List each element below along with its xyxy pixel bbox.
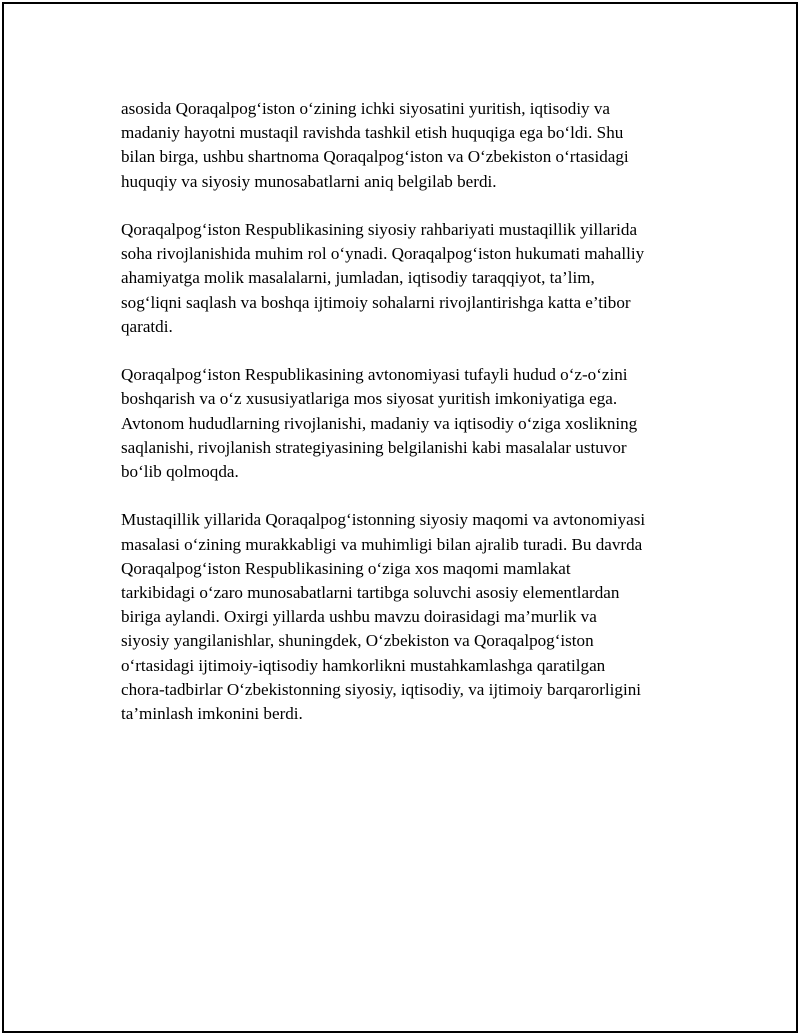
text-line: Avtonom hududlarning rivojlanishi, madaniy va iqtisodiy o‘ziga xoslikning [121, 413, 638, 433]
text-line: tarkibidagi o‘zaro munosabatlarni tartibga soluvchi asosiy elementlardan [121, 583, 620, 603]
text-line: o‘rtasidagi ijtimoiy-iqtisodiy hamkorlikni mustahkamlashga qaratilgan [121, 655, 606, 675]
text-line: siyosiy yangilanishlar, shuningdek, O‘zbekiston va Qoraqalpog‘iston [121, 631, 594, 651]
text-line: chora-tadbirlar O‘zbekistonning siyosiy, iqtisodiy, va ijtimoiy barqarorligini [121, 679, 641, 699]
text-line: saqlanishi, rivojlanish strategiyasining belgilanishi kabi masalalar ustuvor [121, 437, 627, 457]
text-line: masalasi o‘zining murakkabligi va muhimligi bilan ajralib turadi. Bu davrda [121, 534, 643, 554]
text-line: asosida Qoraqalpog‘iston o‘zining ichki siyosatini yuritish, iqtisodiy va [121, 99, 611, 118]
paragraph-4 [121, 508, 701, 726]
text-line: ta’minlash imkonini berdi. [121, 704, 303, 724]
text-line: Qoraqalpog‘iston Respublikasining avtonomiyasi tufayli hudud o‘z-o‘zini [121, 365, 628, 385]
text-line: sog‘liqni saqlash va boshqa ijtimoiy sohalarni rivojlantirishga katta e’tibor [121, 292, 631, 312]
text-line: huquqiy va siyosiy munosabatlarni aniq belgilab berdi. [121, 171, 497, 191]
text-line: madaniy hayotni mustaqil ravishda tashkil etish huquqiga ega bo‘ldi. Shu [121, 123, 624, 143]
text-line: Mustaqillik yillarida Qoraqalpog‘istonning siyosiy maqomi va avtonomiyasi [121, 510, 646, 530]
text-line: boshqarish va o‘z xususiyatlariga mos siyosat yuritish imkoniyatiga ega. [121, 389, 618, 409]
text-line: biriga aylandi. Oxirgi yillarda ushbu mavzu doirasidagi ma’murlik va [121, 607, 597, 627]
text-line: bilan birga, ushbu shartnoma Qoraqalpog‘iston va O‘zbekiston o‘rtasidagi [121, 147, 629, 167]
text-line: soha rivojlanishida muhim rol o‘ynadi. Qoraqalpog‘iston hukumati mahalliy [121, 244, 645, 264]
paragraph-2 [121, 218, 701, 339]
text-line: bo‘lib qolmoqda. [121, 462, 239, 482]
page-frame [2, 2, 798, 1033]
text-line: qaratdi. [121, 316, 173, 336]
text-line: Qoraqalpog‘iston Respublikasining siyosiy rahbariyati mustaqillik yillarida [121, 220, 638, 239]
paragraph-3 [121, 363, 701, 484]
document-body [121, 97, 701, 750]
text-line: Qoraqalpog‘iston Respublikasining o‘ziga xos maqomi mamlakat [121, 558, 571, 578]
text-line: ahamiyatga molik masalalarni, jumladan, iqtisodiy taraqqiyot, ta’lim, [121, 268, 595, 288]
paragraph-1 [121, 97, 701, 194]
